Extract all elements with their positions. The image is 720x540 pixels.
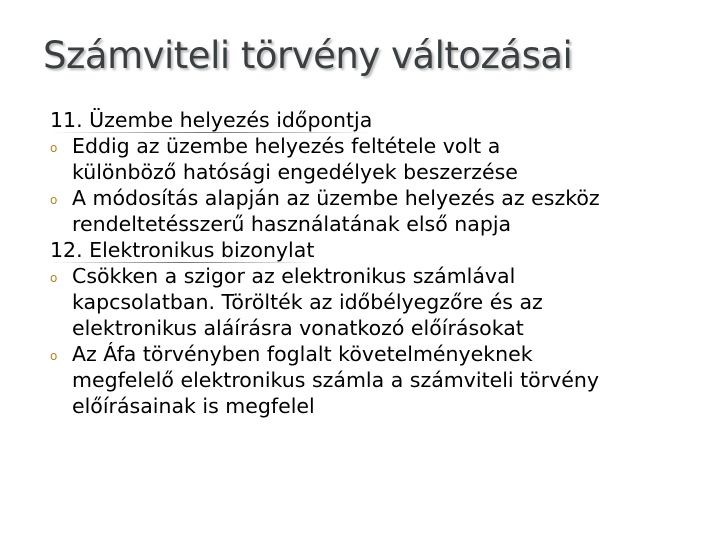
bullet-line: Eddig az üzembe helyezés feltétele volt a (72, 134, 501, 158)
bullet-line: kapcsolatban. Törölték az időbélyegzőre és az (72, 290, 543, 314)
slide-body (50, 107, 710, 419)
slide-title: Számviteli törvény változásai (43, 34, 573, 77)
hollow-circle-bullet-icon: o (50, 141, 58, 155)
bullet-line: Az Áfa törvényben foglalt követelményeknek (72, 342, 533, 366)
list-item (50, 185, 710, 237)
bullet-line: A módosítás alapján az üzembe helyezés az eszköz (72, 186, 600, 210)
list-item (50, 263, 710, 341)
hollow-circle-bullet-icon: o (50, 271, 58, 285)
list-item (50, 133, 710, 185)
section-11 (50, 107, 710, 237)
bullet-line: különböző hatósági engedélyek beszerzése (72, 160, 518, 184)
bullet-list (50, 133, 710, 237)
bullet-line: előírásainak is megfelel (72, 394, 315, 418)
bullet-line: megfelelő elektronikus számla a számviteli törvény (72, 368, 600, 392)
hollow-circle-bullet-icon: o (50, 349, 58, 363)
hollow-circle-bullet-icon: o (50, 193, 58, 207)
bullet-line: Csökken a szigor az elektronikus számlával (72, 264, 516, 288)
section-heading: 12. Elektronikus bizonylat (50, 238, 315, 262)
bullet-list (50, 263, 710, 419)
bullet-line: rendeltetésszerű használatának első napja (72, 212, 512, 236)
list-item (50, 341, 710, 419)
bullet-line: elektronikus aláírásra vonatkozó előírásokat (72, 316, 524, 340)
section-12 (50, 237, 710, 419)
section-heading: 11. Üzembe helyezés időpontja (50, 108, 373, 132)
